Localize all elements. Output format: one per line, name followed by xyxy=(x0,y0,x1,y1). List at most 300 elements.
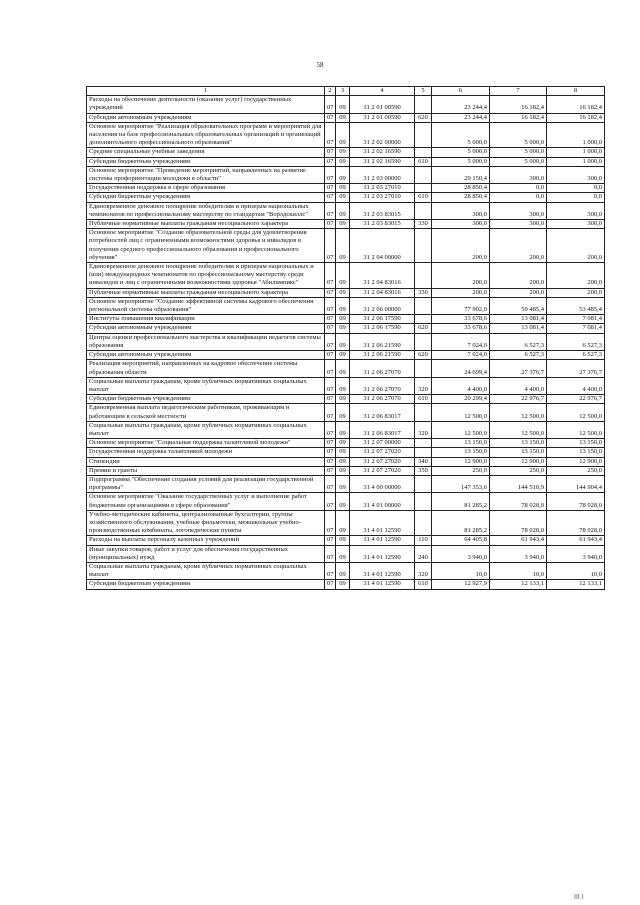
row-target-article-cell: 31 2 06 83017 xyxy=(350,404,415,421)
row-amount-cell: 3 940,0 xyxy=(547,545,605,562)
row-amount-cell: 12 133,1 xyxy=(547,580,605,589)
row-target-article-cell: 31 2 07 00000 xyxy=(350,439,415,448)
row-amount-cell: 3 940,0 xyxy=(490,545,547,562)
row-amount-cell: 78 028,0 xyxy=(490,493,547,510)
row-expense-type-cell xyxy=(415,439,432,448)
row-expense-type-cell xyxy=(415,263,432,289)
row-target-article-cell: 31 2 03 27010 xyxy=(350,193,415,202)
header-cell: 8 xyxy=(547,87,605,96)
row-subsection-cell: 09 xyxy=(336,493,350,510)
row-subsection-cell: 09 xyxy=(336,475,350,492)
row-amount-cell: 200,0 xyxy=(547,288,605,297)
row-amount-cell: 29 150,4 xyxy=(432,166,490,183)
table-row xyxy=(87,157,605,166)
row-amount-cell: 24 699,4 xyxy=(432,360,490,377)
row-amount-cell: 81 285,2 xyxy=(432,510,490,536)
row-section-cell: 07 xyxy=(325,536,336,545)
row-target-article-cell: 31 4 01 12590 xyxy=(350,562,415,579)
row-amount-cell: 144 510,9 xyxy=(490,475,547,492)
table-row xyxy=(87,562,605,579)
row-section-cell: 07 xyxy=(325,351,336,360)
row-section-cell: 07 xyxy=(325,324,336,333)
row-target-article-cell: 31 2 01 00590 xyxy=(350,96,415,113)
row-subsection-cell: 09 xyxy=(336,166,350,183)
row-section-cell: 07 xyxy=(325,395,336,404)
row-amount-cell: 5 000,0 xyxy=(432,157,490,166)
table-row xyxy=(87,96,605,113)
row-amount-cell: 200,0 xyxy=(432,263,490,289)
row-amount-cell: 144 904,4 xyxy=(547,475,605,492)
row-expense-type-cell: 110 xyxy=(415,536,432,545)
row-amount-cell: 27 376,7 xyxy=(547,360,605,377)
table-row xyxy=(87,122,605,148)
row-section-cell: 07 xyxy=(325,466,336,475)
row-amount-cell: 6 527,3 xyxy=(547,351,605,360)
row-name-cell: Расходы на выплаты персоналу казенных учреждений xyxy=(87,536,325,545)
row-section-cell: 07 xyxy=(325,333,336,350)
row-subsection-cell: 09 xyxy=(336,263,350,289)
row-expense-type-cell: 350 xyxy=(415,466,432,475)
row-subsection-cell: 09 xyxy=(336,536,350,545)
row-section-cell: 07 xyxy=(325,377,336,394)
row-target-article-cell: 31 2 01 00590 xyxy=(350,113,415,122)
row-name-cell: Субсидии автономным учреждениям xyxy=(87,113,325,122)
row-name-cell: Основное мероприятие "Создание эффективной системы кадрового обеспечения региональной системы образования" xyxy=(87,297,325,314)
row-subsection-cell: 09 xyxy=(336,122,350,148)
row-amount-cell: 27 376,7 xyxy=(490,360,547,377)
row-amount-cell: 13 150,0 xyxy=(432,439,490,448)
row-target-article-cell: 31 2 06 83017 xyxy=(350,421,415,438)
row-section-cell: 07 xyxy=(325,184,336,193)
row-amount-cell: 6 527,3 xyxy=(490,333,547,350)
row-amount-cell: 20 299,4 xyxy=(432,395,490,404)
row-target-article-cell: 31 4 01 12590 xyxy=(350,510,415,536)
row-target-article-cell: 31 2 06 21590 xyxy=(350,351,415,360)
row-section-cell: 07 xyxy=(325,448,336,457)
row-amount-cell: 13 150,0 xyxy=(490,448,547,457)
row-target-article-cell: 31 4 01 12590 xyxy=(350,580,415,589)
table-row xyxy=(87,184,605,193)
row-target-article-cell: 31 2 06 27070 xyxy=(350,395,415,404)
row-amount-cell: 0,0 xyxy=(547,193,605,202)
row-amount-cell: 300,0 xyxy=(432,202,490,219)
row-amount-cell: 147 353,6 xyxy=(432,475,490,492)
row-amount-cell: 10,0 xyxy=(432,562,490,579)
row-amount-cell: 7 024,0 xyxy=(432,351,490,360)
table-row xyxy=(87,288,605,297)
row-expense-type-cell xyxy=(415,510,432,536)
row-amount-cell: 64 405,8 xyxy=(432,536,490,545)
row-amount-cell: 13 150,0 xyxy=(547,448,605,457)
row-section-cell: 07 xyxy=(325,421,336,438)
header-cell: 1 xyxy=(87,87,325,96)
row-target-article-cell: 31 2 06 17590 xyxy=(350,315,415,324)
table-row xyxy=(87,333,605,350)
table-row xyxy=(87,510,605,536)
row-amount-cell: 300,0 xyxy=(547,166,605,183)
row-amount-cell: 4 400,0 xyxy=(547,377,605,394)
row-amount-cell: 5 000,0 xyxy=(490,122,547,148)
row-name-cell: Иные закупки товаров, работ и услуг для обеспечения государственных (муниципальных) нужд xyxy=(87,545,325,562)
row-section-cell: 07 xyxy=(325,288,336,297)
row-section-cell: 07 xyxy=(325,360,336,377)
header-cell: 4 xyxy=(350,87,415,96)
row-amount-cell: 23 244,4 xyxy=(432,113,490,122)
row-expense-type-cell xyxy=(415,96,432,113)
row-amount-cell: 33 678,6 xyxy=(432,315,490,324)
row-amount-cell: 13 150,0 xyxy=(432,448,490,457)
row-amount-cell: 22 976,7 xyxy=(490,395,547,404)
row-name-cell: Субсидии бюджетным учреждениям xyxy=(87,193,325,202)
row-amount-cell: 53 485,4 xyxy=(547,297,605,314)
row-subsection-cell: 09 xyxy=(336,148,350,157)
row-name-cell: Публичные нормативные выплаты гражданам несоциального характера xyxy=(87,288,325,297)
row-amount-cell: 13 150,0 xyxy=(547,439,605,448)
row-expense-type-cell xyxy=(415,315,432,324)
row-target-article-cell: 31 2 02 16590 xyxy=(350,157,415,166)
row-name-cell: Единовременное денежное поощрение победителям и призерам национальных чемпионатов по профессиональному мастерству по стандартам "Ворлдскиллс" xyxy=(87,202,325,219)
row-expense-type-cell: 320 xyxy=(415,562,432,579)
row-subsection-cell: 09 xyxy=(336,510,350,536)
table-row xyxy=(87,421,605,438)
row-amount-cell: 1 000,0 xyxy=(547,148,605,157)
row-amount-cell: 78 028,0 xyxy=(547,510,605,536)
table-row xyxy=(87,404,605,421)
row-target-article-cell: 31 2 07 27020 xyxy=(350,457,415,466)
row-expense-type-cell: 240 xyxy=(415,545,432,562)
row-expense-type-cell: 610 xyxy=(415,580,432,589)
row-amount-cell: 6 527,3 xyxy=(547,333,605,350)
page-number: 58 xyxy=(316,61,324,69)
row-amount-cell: 10,0 xyxy=(547,562,605,579)
table-row xyxy=(87,297,605,314)
row-amount-cell: 5 000,0 xyxy=(490,157,547,166)
row-subsection-cell: 09 xyxy=(336,202,350,219)
row-amount-cell: 250,0 xyxy=(432,466,490,475)
row-expense-type-cell xyxy=(415,148,432,157)
row-target-article-cell: 31 4 01 12590 xyxy=(350,545,415,562)
table-row xyxy=(87,377,605,394)
row-amount-cell: 13 150,0 xyxy=(490,439,547,448)
row-expense-type-cell: 320 xyxy=(415,377,432,394)
row-amount-cell: 0,0 xyxy=(490,193,547,202)
row-name-cell: Институты повышения квалификации xyxy=(87,315,325,324)
row-name-cell: Единовременная выплата педагогическим работникам, проживающим и работающим в сельской местности xyxy=(87,404,325,421)
row-subsection-cell: 09 xyxy=(336,193,350,202)
table-row xyxy=(87,315,605,324)
row-expense-type-cell: 620 xyxy=(415,324,432,333)
row-amount-cell: 3 940,0 xyxy=(432,545,490,562)
row-amount-cell: 200,0 xyxy=(547,263,605,289)
row-target-article-cell: 31 4 01 12590 xyxy=(350,536,415,545)
table-row xyxy=(87,395,605,404)
row-name-cell: Субсидии автономным учреждениям xyxy=(87,351,325,360)
row-amount-cell: 200,0 xyxy=(432,229,490,263)
row-section-cell: 07 xyxy=(325,545,336,562)
row-amount-cell: 300,0 xyxy=(490,166,547,183)
row-section-cell: 07 xyxy=(325,297,336,314)
row-amount-cell: 6 527,3 xyxy=(490,351,547,360)
row-target-article-cell: 31 2 06 27070 xyxy=(350,360,415,377)
row-amount-cell: 59 485,4 xyxy=(490,297,547,314)
footer-mark: III I xyxy=(574,894,584,901)
row-section-cell: 07 xyxy=(325,113,336,122)
row-expense-type-cell xyxy=(415,229,432,263)
table-body xyxy=(87,96,605,589)
table-row xyxy=(87,263,605,289)
row-subsection-cell: 09 xyxy=(336,315,350,324)
row-target-article-cell: 31 2 03 00000 xyxy=(350,166,415,183)
table-row xyxy=(87,148,605,157)
row-expense-type-cell: 610 xyxy=(415,157,432,166)
row-amount-cell: 200,0 xyxy=(432,288,490,297)
header-cell: 7 xyxy=(490,87,547,96)
header-cell: 3 xyxy=(336,87,350,96)
row-amount-cell: 12 500,0 xyxy=(547,421,605,438)
table-row xyxy=(87,457,605,466)
row-amount-cell: 78 028,0 xyxy=(490,510,547,536)
row-target-article-cell: 31 2 02 16590 xyxy=(350,148,415,157)
row-expense-type-cell xyxy=(415,404,432,421)
row-amount-cell: 12 500,0 xyxy=(490,421,547,438)
row-target-article-cell: 31 2 03 83015 xyxy=(350,220,415,229)
row-amount-cell: 250,0 xyxy=(547,466,605,475)
row-expense-type-cell xyxy=(415,184,432,193)
row-amount-cell: 12 500,0 xyxy=(432,404,490,421)
row-name-cell: Средние специальные учебные заведения xyxy=(87,148,325,157)
row-section-cell: 07 xyxy=(325,157,336,166)
row-expense-type-cell xyxy=(415,475,432,492)
table-row xyxy=(87,166,605,183)
row-amount-cell: 16 182,4 xyxy=(547,96,605,113)
row-section-cell: 07 xyxy=(325,96,336,113)
row-amount-cell: 16 182,4 xyxy=(490,113,547,122)
table-row xyxy=(87,220,605,229)
row-name-cell: Социальные выплаты гражданам, кроме публичных нормативных социальных выплат xyxy=(87,377,325,394)
row-name-cell: Основное мероприятие "Реализация образовательных программ и мероприятий для населения на базе профессиональных образовательных организаций и организаций дополнительного профессионального образования" xyxy=(87,122,325,148)
row-subsection-cell: 09 xyxy=(336,395,350,404)
row-amount-cell: 5 000,0 xyxy=(432,122,490,148)
row-target-article-cell: 31 2 04 00000 xyxy=(350,229,415,263)
row-amount-cell: 7 081,4 xyxy=(547,315,605,324)
row-expense-type-cell xyxy=(415,166,432,183)
row-amount-cell: 5 000,0 xyxy=(432,148,490,157)
table-row xyxy=(87,193,605,202)
row-subsection-cell: 09 xyxy=(336,457,350,466)
row-amount-cell: 4 400,0 xyxy=(432,377,490,394)
row-expense-type-cell: 320 xyxy=(415,421,432,438)
row-amount-cell: 10,0 xyxy=(490,562,547,579)
table-row xyxy=(87,324,605,333)
row-target-article-cell: 31 2 06 00000 xyxy=(350,297,415,314)
row-section-cell: 07 xyxy=(325,263,336,289)
row-subsection-cell: 09 xyxy=(336,113,350,122)
row-subsection-cell: 09 xyxy=(336,351,350,360)
row-subsection-cell: 09 xyxy=(336,220,350,229)
row-name-cell: Субсидии автономным учреждениям xyxy=(87,324,325,333)
row-name-cell: Подпрограмма "Обеспечение создания условий для реализации государственной программы" xyxy=(87,475,325,492)
table-row xyxy=(87,229,605,263)
row-name-cell: Публичные нормативные выплаты гражданам несоциального характера xyxy=(87,220,325,229)
row-expense-type-cell xyxy=(415,297,432,314)
row-expense-type-cell xyxy=(415,333,432,350)
table-row xyxy=(87,545,605,562)
header-cell: 2 xyxy=(325,87,336,96)
row-amount-cell: 0,0 xyxy=(547,184,605,193)
row-expense-type-cell: 620 xyxy=(415,351,432,360)
row-section-cell: 07 xyxy=(325,315,336,324)
row-target-article-cell: 31 2 07 27020 xyxy=(350,448,415,457)
row-subsection-cell: 09 xyxy=(336,562,350,579)
table-row xyxy=(87,536,605,545)
row-name-cell: Субсидии бюджетным учреждениям xyxy=(87,580,325,589)
row-target-article-cell: 31 2 06 27070 xyxy=(350,377,415,394)
table-row xyxy=(87,580,605,589)
row-amount-cell: 33 678,6 xyxy=(432,324,490,333)
row-amount-cell: 300,0 xyxy=(432,220,490,229)
row-amount-cell: 1 000,0 xyxy=(547,122,605,148)
row-name-cell: Основное мероприятие "Проведение мероприятий, направленных на развитие системы профориентации молодежи в области" xyxy=(87,166,325,183)
row-target-article-cell: 31 2 04 83016 xyxy=(350,263,415,289)
row-section-cell: 07 xyxy=(325,193,336,202)
row-subsection-cell: 09 xyxy=(336,297,350,314)
row-amount-cell: 300,0 xyxy=(547,202,605,219)
row-section-cell: 07 xyxy=(325,510,336,536)
row-amount-cell: 22 976,7 xyxy=(547,395,605,404)
row-name-cell: Реализация мероприятий, направленных на кадровое обеспечение системы образования области xyxy=(87,360,325,377)
row-expense-type-cell: 340 xyxy=(415,457,432,466)
row-expense-type-cell xyxy=(415,493,432,510)
row-amount-cell: 300,0 xyxy=(547,220,605,229)
row-name-cell: Государственная поддержка талантливой молодежи xyxy=(87,448,325,457)
row-subsection-cell: 09 xyxy=(336,448,350,457)
row-target-article-cell: 31 2 06 21590 xyxy=(350,333,415,350)
row-section-cell: 07 xyxy=(325,493,336,510)
row-amount-cell: 5 000,0 xyxy=(490,148,547,157)
row-name-cell: Социальные выплаты гражданам, кроме публичных нормативных социальных выплат xyxy=(87,562,325,579)
row-amount-cell: 16 182,4 xyxy=(547,113,605,122)
row-amount-cell: 28 850,4 xyxy=(432,193,490,202)
row-expense-type-cell xyxy=(415,122,432,148)
row-amount-cell: 7 081,4 xyxy=(547,324,605,333)
row-subsection-cell: 09 xyxy=(336,324,350,333)
row-amount-cell: 12 900,0 xyxy=(490,457,547,466)
row-section-cell: 07 xyxy=(325,404,336,421)
row-name-cell: Основное мероприятие "Оказание государственных услуг и выполнение работ бюджетными организациями в сфере образования" xyxy=(87,493,325,510)
row-subsection-cell: 09 xyxy=(336,96,350,113)
row-amount-cell: 300,0 xyxy=(490,220,547,229)
row-amount-cell: 77 902,0 xyxy=(432,297,490,314)
row-amount-cell: 13 081,4 xyxy=(490,324,547,333)
row-expense-type-cell xyxy=(415,448,432,457)
row-expense-type-cell: 330 xyxy=(415,220,432,229)
row-name-cell: Основное мероприятие "Создание образовательной среды для удовлетворения потребностей лиц с ограниченными возможностями здоровья и инвалидов в получении среднего профессионального образования и профессионального обучения" xyxy=(87,229,325,263)
row-subsection-cell: 09 xyxy=(336,421,350,438)
row-expense-type-cell xyxy=(415,360,432,377)
row-target-article-cell: 31 2 03 83015 xyxy=(350,202,415,219)
table-row xyxy=(87,493,605,510)
row-amount-cell: 12 900,0 xyxy=(547,457,605,466)
header-cell: 5 xyxy=(415,87,432,96)
row-amount-cell: 7 024,0 xyxy=(432,333,490,350)
row-subsection-cell: 09 xyxy=(336,360,350,377)
row-subsection-cell: 09 xyxy=(336,184,350,193)
budget-table xyxy=(86,86,605,590)
row-subsection-cell: 09 xyxy=(336,333,350,350)
row-expense-type-cell xyxy=(415,202,432,219)
row-section-cell: 07 xyxy=(325,457,336,466)
row-amount-cell: 12 500,0 xyxy=(547,404,605,421)
row-amount-cell: 12 133,1 xyxy=(490,580,547,589)
row-amount-cell: 61 943,4 xyxy=(547,536,605,545)
row-amount-cell: 250,0 xyxy=(490,466,547,475)
table-row xyxy=(87,113,605,122)
row-section-cell: 07 xyxy=(325,166,336,183)
row-amount-cell: 81 285,2 xyxy=(432,493,490,510)
row-amount-cell: 28 850,4 xyxy=(432,184,490,193)
row-name-cell: Государственная поддержка в сфере образования xyxy=(87,184,325,193)
row-amount-cell: 300,0 xyxy=(490,202,547,219)
row-section-cell: 07 xyxy=(325,148,336,157)
row-name-cell: Социальные выплаты гражданам, кроме публичных нормативных социальных выплат xyxy=(87,421,325,438)
row-name-cell: Расходы на обеспечение деятельности (оказание услуг) государственных учреждений xyxy=(87,96,325,113)
row-target-article-cell: 31 2 04 83016 xyxy=(350,288,415,297)
row-amount-cell: 12 500,0 xyxy=(432,421,490,438)
row-expense-type-cell: 620 xyxy=(415,113,432,122)
row-amount-cell: 78 028,0 xyxy=(547,493,605,510)
row-subsection-cell: 09 xyxy=(336,377,350,394)
row-name-cell: Стипендии xyxy=(87,457,325,466)
row-amount-cell: 4 400,0 xyxy=(490,377,547,394)
row-section-cell: 07 xyxy=(325,562,336,579)
row-target-article-cell: 31 4 01 00000 xyxy=(350,493,415,510)
row-name-cell: Центры оценки профессионального мастерства и квалификации педагогов системы образования xyxy=(87,333,325,350)
row-target-article-cell: 31 2 06 17590 xyxy=(350,324,415,333)
row-subsection-cell: 09 xyxy=(336,288,350,297)
row-amount-cell: 200,0 xyxy=(547,229,605,263)
row-subsection-cell: 09 xyxy=(336,229,350,263)
table-header-row xyxy=(87,87,605,96)
row-amount-cell: 23 244,4 xyxy=(432,96,490,113)
row-section-cell: 07 xyxy=(325,229,336,263)
row-amount-cell: 13 081,4 xyxy=(490,315,547,324)
row-subsection-cell: 09 xyxy=(336,439,350,448)
row-name-cell: Субсидии бюджетным учреждениям xyxy=(87,157,325,166)
row-amount-cell: 61 943,4 xyxy=(490,536,547,545)
header-cell: 6 xyxy=(432,87,490,96)
row-subsection-cell: 09 xyxy=(336,157,350,166)
row-section-cell: 07 xyxy=(325,122,336,148)
row-amount-cell: 16 182,4 xyxy=(490,96,547,113)
table-row xyxy=(87,475,605,492)
row-name-cell: Субсидии бюджетным учреждениям xyxy=(87,395,325,404)
row-subsection-cell: 09 xyxy=(336,466,350,475)
row-name-cell: Основное мероприятие "Социальная поддержка талантливой молодежи" xyxy=(87,439,325,448)
row-section-cell: 07 xyxy=(325,475,336,492)
row-target-article-cell: 31 2 03 27010 xyxy=(350,184,415,193)
table-row xyxy=(87,448,605,457)
row-amount-cell: 0,0 xyxy=(490,184,547,193)
row-target-article-cell: 31 4 00 00000 xyxy=(350,475,415,492)
row-expense-type-cell: 330 xyxy=(415,288,432,297)
row-expense-type-cell: 610 xyxy=(415,395,432,404)
row-name-cell: Учебно-методические кабинеты, централизованные бухгалтерии, группы хозяйственного обслуживания, учебные фильмотеки, межшкольные учебно-производственные комбинаты, логопедические пункты xyxy=(87,510,325,536)
row-name-cell: Единовременное денежное поощрение победителям и призерам национальных и (или) международных чемпионатов по профессиональному мастерству среди инвалидов и лиц с ограниченными возможностями здоровья "Абилимпикс" xyxy=(87,263,325,289)
table-row xyxy=(87,439,605,448)
row-section-cell: 07 xyxy=(325,439,336,448)
row-subsection-cell: 09 xyxy=(336,404,350,421)
row-section-cell: 07 xyxy=(325,580,336,589)
